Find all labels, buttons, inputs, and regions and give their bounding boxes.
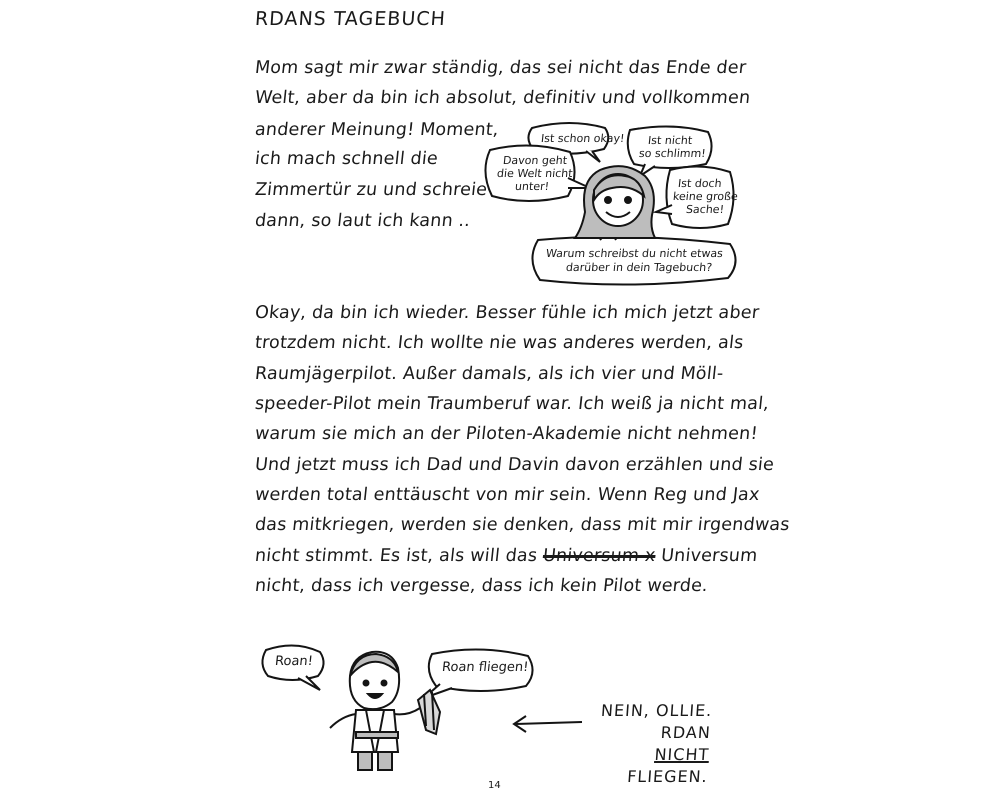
text-line: ich mach schnell die (253, 149, 439, 169)
page-number: 14 (488, 780, 501, 791)
text-line: Mom sagt mir zwar ständig, das sei nicht das Ende der (253, 58, 748, 78)
speech-text: unter! (514, 180, 550, 193)
speech-text: Ist schon okay! (540, 132, 626, 145)
text-line: das mitkriegen, werden sie denken, dass mit mir irgendwas (253, 515, 791, 535)
speech-tail (298, 676, 320, 690)
text-line: Und jetzt muss ich Dad und Davin davon erzählen und sie (253, 455, 775, 475)
speech-text: Ist nicht (647, 134, 693, 147)
underlined-word: NICHT (653, 745, 710, 764)
caption-line (585, 744, 710, 788)
caption-segment: FLIEGEN. (626, 767, 709, 786)
text-line: Welt, aber da bin ich absolut, definitiv und vollkommen (253, 88, 752, 108)
text-line: nicht, dass ich vergesse, dass ich kein Pilot werde. (253, 576, 709, 596)
speech-text: Warum schreibst du nicht etwas (545, 247, 724, 260)
ollie-character (330, 652, 440, 770)
mom-character (575, 166, 655, 238)
speech-text: Roan! (274, 654, 314, 669)
speech-text: darüber in dein Tagebuch? (565, 261, 713, 274)
caption-line: NEIN, OLLIE. (600, 701, 714, 720)
speech-text: Davon geht (502, 154, 568, 167)
speech-text: Roan fliegen! (441, 660, 530, 675)
speech-text: Ist doch (677, 177, 723, 190)
caption-line: RDAN (660, 723, 712, 742)
text-line: warum sie mich an der Piloten-Akademie nicht nehmen! (253, 424, 759, 444)
text-line: anderer Meinung! Moment, (253, 120, 500, 140)
arrow-icon (514, 716, 582, 732)
text-segment: nicht stimmt. Es ist, als will das (253, 546, 545, 566)
speech-text: keine große (672, 190, 739, 203)
struck-word: Universum x (541, 546, 657, 566)
speech-tail (656, 205, 672, 214)
speech-tail (586, 151, 600, 162)
text-line: werden total enttäuscht von mir sein. Wenn Reg und Jax (253, 485, 761, 505)
page-title: RDANS TAGEBUCH (254, 8, 447, 30)
text-segment: Universum (654, 546, 759, 566)
text-line (254, 546, 758, 566)
caption (585, 700, 713, 788)
text-line: Raumjägerpilot. Außer damals, als ich vier und Möll- (253, 364, 725, 384)
speech-text: so schlimm! (638, 147, 707, 160)
text-line: speeder-Pilot mein Traumberuf war. Ich weiß ja nicht mal, (253, 394, 771, 414)
text-line: Zimmertür zu und schreie (253, 180, 489, 200)
speech-text: die Welt nicht (496, 167, 574, 180)
text-line: Okay, da bin ich wieder. Besser fühle ich mich jetzt aber (253, 303, 761, 323)
text-line: dann, so laut ich kann .. (253, 211, 472, 231)
text-line: trotzdem nicht. Ich wollte nie was anderes werden, als (253, 333, 745, 353)
speech-text: Sache! (685, 203, 725, 216)
